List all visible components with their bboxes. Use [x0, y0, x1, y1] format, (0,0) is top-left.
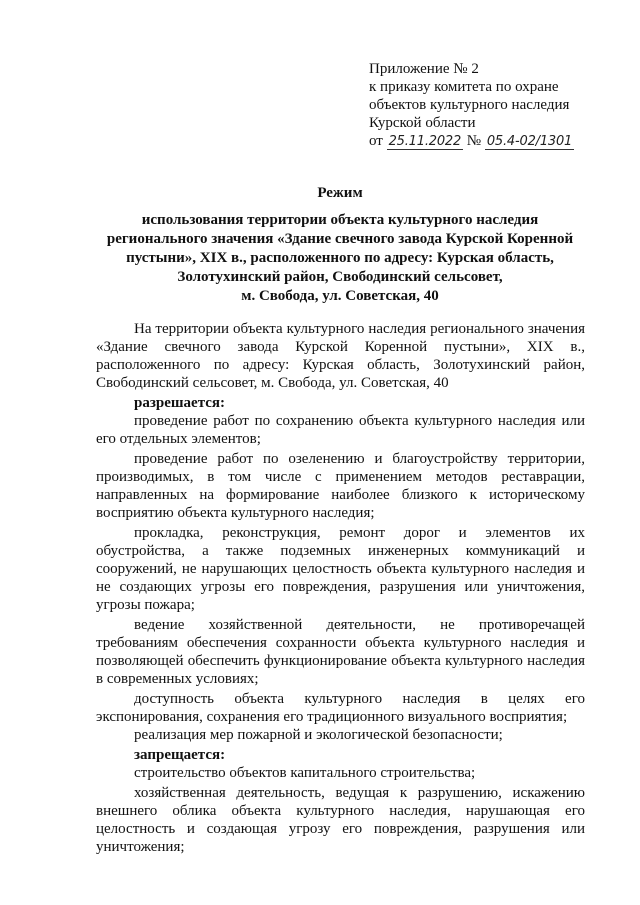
title-line-3: пустыни», XIX в., расположенного по адресу: Курская область,	[126, 250, 554, 266]
allowed-heading: разрешается:	[134, 395, 226, 411]
forbidden-item: строительство объектов капитального строительства;	[134, 765, 476, 781]
title-heading: Режим	[317, 185, 363, 201]
allowed-item: проведение работ по сохранению объекта культурного наследия или его отдельных элементов;	[96, 413, 585, 447]
forbidden-item: хозяйственная деятельность, ведущая к разрушению, искажению внешнего облика объекта культурного наследия, нарушающая его целостность и создающая угрозу его повреждения, разрушения или уничтожения;	[96, 785, 585, 855]
allowed-item: реализация мер пожарной и экологической безопасности;	[134, 727, 503, 743]
order-date-number-line	[369, 132, 624, 151]
number-label: №	[466, 133, 482, 149]
allowed-item: прокладка, реконструкция, ремонт дорог и элементов их обустройства, а также подземных инженерных коммуникаций и сооружений, не нарушающих целостность объекта культурного наследия и не создающих угрозы его повреждения, разрушения или уничтожения, угрозы пожара;	[96, 525, 585, 613]
order-date: 25.11.2022	[388, 134, 462, 149]
forbidden-heading: запрещается:	[134, 747, 226, 763]
title-line-1: использования территории объекта культурного наследия	[141, 212, 539, 228]
intro-paragraph: На территории объекта культурного наследия регионального значения «Здание свечного завода Курской Коренной пустыни», XIX в., расположенного по адресу: Курская область, Золотухинский район, Свободинский сельсовет, м. Свобода, ул. Советская, 40	[96, 321, 585, 391]
allowed-item: проведение работ по озеленению и благоустройству территории, производимых, в том числе с применением методов реставрации, направленных на формирование наиболее близкого к историческому восприятию объекта культурного наследия;	[96, 451, 585, 521]
order-number: 05.4-02/1301	[486, 134, 573, 149]
allowed-item: доступность объекта культурного наследия в целях его экспонирования, сохранения его традиционного визуального восприятия;	[96, 691, 585, 725]
document-body	[96, 320, 585, 856]
title-line-4: Золотухинский район, Свободинский сельсовет,	[177, 269, 503, 285]
annex-line-region: Курской области	[369, 115, 476, 131]
annex-title: Приложение № 2	[369, 61, 479, 77]
title-line-5: м. Свобода, ул. Советская, 40	[241, 288, 439, 304]
title-line-2: регионального значения «Здание свечного завода Курской Коренной	[106, 231, 574, 247]
document-title	[100, 184, 580, 306]
allowed-item: ведение хозяйственной деятельности, не противоречащей требованиям обеспечения сохранности объекта культурного наследия и позволяющей обеспечить функционирование объекта культурного наследия в современных условиях;	[96, 617, 585, 687]
from-label: от	[369, 133, 383, 149]
annex-line-order: к приказу комитета по охране	[369, 79, 559, 95]
annex-header	[369, 60, 624, 151]
annex-line-committee: объектов культурного наследия	[369, 97, 570, 113]
